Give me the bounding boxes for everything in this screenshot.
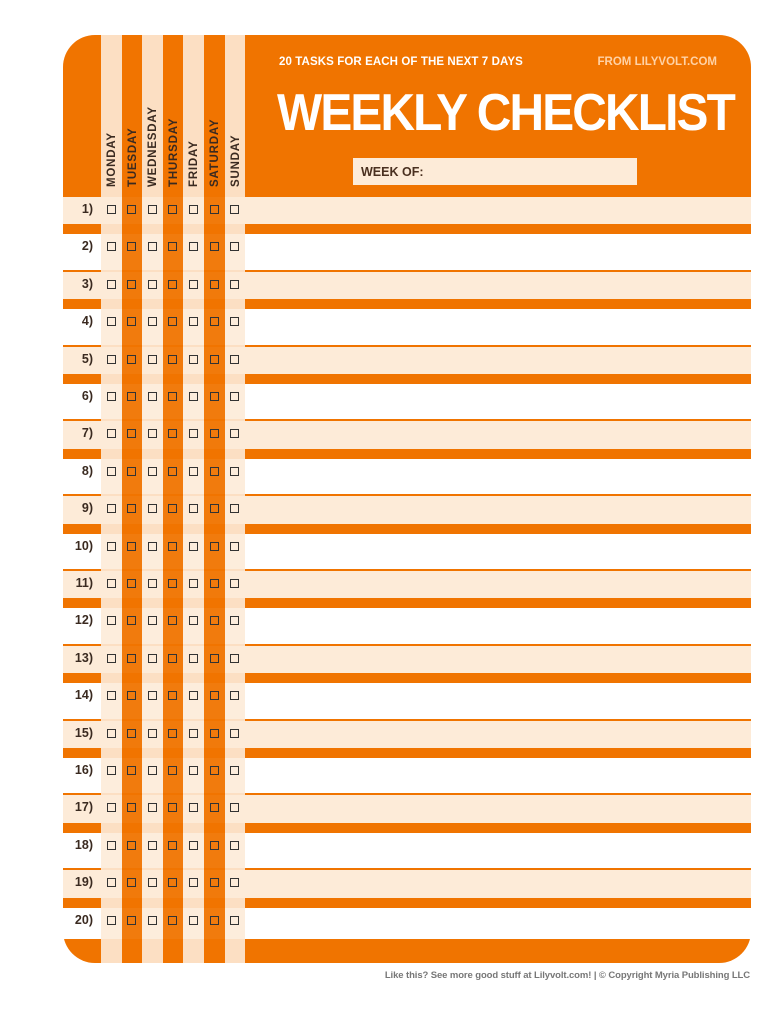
checkbox-saturday[interactable] xyxy=(210,803,219,812)
day-label-text: WEDNESDAY xyxy=(147,106,160,187)
task-text-field[interactable] xyxy=(245,683,751,709)
task-text-field[interactable] xyxy=(245,384,751,410)
checkbox-friday[interactable] xyxy=(189,616,198,625)
row-number: 1) xyxy=(81,202,93,216)
task-row xyxy=(63,272,751,298)
task-text-field[interactable] xyxy=(245,309,751,335)
checkbox-monday[interactable] xyxy=(107,542,116,551)
checkbox-monday[interactable] xyxy=(107,429,116,438)
checkbox-tuesday[interactable] xyxy=(127,878,136,887)
checkbox-tuesday[interactable] xyxy=(127,729,136,738)
checkbox-wednesday[interactable] xyxy=(148,803,157,812)
row-number: 15) xyxy=(74,725,93,740)
checkbox-saturday[interactable] xyxy=(210,355,219,364)
task-text-field[interactable] xyxy=(245,496,751,522)
checkbox-monday[interactable] xyxy=(107,729,116,738)
checkbox-friday[interactable] xyxy=(189,766,198,775)
checkbox-friday[interactable] xyxy=(189,280,198,289)
checkbox-wednesday[interactable] xyxy=(148,841,157,850)
checkbox-thursday[interactable] xyxy=(168,803,177,812)
checkbox-sunday[interactable] xyxy=(230,616,239,625)
task-text-field[interactable] xyxy=(245,272,751,298)
checkbox-friday[interactable] xyxy=(189,803,198,812)
checkbox-tuesday[interactable] xyxy=(127,504,136,513)
checkbox-saturday[interactable] xyxy=(210,467,219,476)
checkbox-sunday[interactable] xyxy=(230,429,239,438)
checkbox-wednesday[interactable] xyxy=(148,916,157,925)
day-label-saturday xyxy=(204,65,224,187)
task-text-field[interactable] xyxy=(245,459,751,485)
page-title: WEEKLY CHECKLIST xyxy=(277,84,734,142)
task-text-field[interactable] xyxy=(245,347,751,373)
day-label-text: THURSDAY xyxy=(167,117,180,187)
day-label-text: SATURDAY xyxy=(209,118,221,187)
checkbox-tuesday[interactable] xyxy=(127,616,136,625)
task-text-field[interactable] xyxy=(245,421,751,447)
checkbox-friday[interactable] xyxy=(189,878,198,887)
checkbox-friday[interactable] xyxy=(189,729,198,738)
checkbox-thursday[interactable] xyxy=(168,654,177,663)
task-text-field[interactable] xyxy=(245,870,751,896)
row-number: 10) xyxy=(74,538,93,553)
row-number: 17) xyxy=(74,800,93,815)
checkbox-thursday[interactable] xyxy=(168,205,177,214)
checkbox-thursday[interactable] xyxy=(168,691,177,700)
checkbox-thursday[interactable] xyxy=(168,317,177,326)
checkbox-monday[interactable] xyxy=(107,280,116,289)
checkbox-thursday[interactable] xyxy=(168,242,177,251)
row-number: 12) xyxy=(74,613,93,628)
checkbox-tuesday[interactable] xyxy=(127,467,136,476)
checkbox-tuesday[interactable] xyxy=(127,841,136,850)
checkbox-tuesday[interactable] xyxy=(127,542,136,551)
checkbox-friday[interactable] xyxy=(189,691,198,700)
task-row xyxy=(63,384,751,410)
checkbox-friday[interactable] xyxy=(189,242,198,251)
checkbox-saturday[interactable] xyxy=(210,766,219,775)
footer-credit: Like this? See more good stuff at Lilyvolt.com! | © Copyright Myria Publishing LLC xyxy=(384,970,750,981)
checkbox-sunday[interactable] xyxy=(230,392,239,401)
task-row xyxy=(63,795,751,821)
checkbox-saturday[interactable] xyxy=(210,317,219,326)
row-number: 8) xyxy=(81,463,93,478)
task-row xyxy=(63,197,751,223)
task-row xyxy=(63,347,751,373)
checkbox-thursday[interactable] xyxy=(168,467,177,476)
checkbox-monday[interactable] xyxy=(107,205,116,214)
checkbox-tuesday[interactable] xyxy=(127,429,136,438)
task-row xyxy=(63,459,751,485)
checkbox-monday[interactable] xyxy=(107,579,116,588)
day-label-text: SUNDAY xyxy=(229,134,242,187)
checkbox-saturday[interactable] xyxy=(210,878,219,887)
checkbox-sunday[interactable] xyxy=(230,841,239,850)
checkbox-sunday[interactable] xyxy=(230,766,239,775)
task-row xyxy=(63,758,751,784)
checkbox-tuesday[interactable] xyxy=(127,654,136,663)
row-number: 20) xyxy=(74,912,93,927)
checkbox-tuesday[interactable] xyxy=(127,392,136,401)
checkbox-thursday[interactable] xyxy=(168,280,177,289)
checkbox-monday[interactable] xyxy=(107,766,116,775)
checkbox-monday[interactable] xyxy=(107,841,116,850)
checkbox-sunday[interactable] xyxy=(230,878,239,887)
checkbox-sunday[interactable] xyxy=(230,729,239,738)
row-number: 18) xyxy=(74,837,93,852)
day-label-monday xyxy=(101,65,121,187)
checkbox-saturday[interactable] xyxy=(210,504,219,513)
task-row xyxy=(63,833,751,859)
task-row xyxy=(63,683,751,709)
checkbox-monday[interactable] xyxy=(107,803,116,812)
task-row xyxy=(63,309,751,335)
row-number: 6) xyxy=(81,389,93,403)
checkbox-saturday[interactable] xyxy=(210,579,219,588)
checkbox-friday[interactable] xyxy=(189,467,198,476)
checkbox-saturday[interactable] xyxy=(210,392,219,401)
checkbox-monday[interactable] xyxy=(107,654,116,663)
checkbox-saturday[interactable] xyxy=(210,542,219,551)
checkbox-wednesday[interactable] xyxy=(148,542,157,551)
checkbox-wednesday[interactable] xyxy=(148,878,157,887)
checkbox-sunday[interactable] xyxy=(230,355,239,364)
checkbox-sunday[interactable] xyxy=(230,579,239,588)
checkbox-tuesday[interactable] xyxy=(127,916,136,925)
task-row xyxy=(63,646,751,672)
task-row xyxy=(63,721,751,747)
task-row xyxy=(63,234,751,260)
checkbox-sunday[interactable] xyxy=(230,542,239,551)
checkbox-sunday[interactable] xyxy=(230,317,239,326)
checkbox-wednesday[interactable] xyxy=(148,205,157,214)
checkbox-thursday[interactable] xyxy=(168,766,177,775)
checkbox-monday[interactable] xyxy=(107,355,116,364)
checkbox-friday[interactable] xyxy=(189,654,198,663)
checkbox-tuesday[interactable] xyxy=(127,579,136,588)
checkbox-sunday[interactable] xyxy=(230,280,239,289)
checkbox-thursday[interactable] xyxy=(168,729,177,738)
checkbox-thursday[interactable] xyxy=(168,916,177,925)
checkbox-monday[interactable] xyxy=(107,916,116,925)
checkbox-wednesday[interactable] xyxy=(148,654,157,663)
checkbox-monday[interactable] xyxy=(107,242,116,251)
checkbox-thursday[interactable] xyxy=(168,504,177,513)
checkbox-tuesday[interactable] xyxy=(127,242,136,251)
checkbox-wednesday[interactable] xyxy=(148,691,157,700)
checkbox-monday[interactable] xyxy=(107,317,116,326)
checkbox-sunday[interactable] xyxy=(230,504,239,513)
row-number: 13) xyxy=(74,650,93,665)
checkbox-saturday[interactable] xyxy=(210,729,219,738)
checkbox-tuesday[interactable] xyxy=(127,205,136,214)
checkbox-wednesday[interactable] xyxy=(148,766,157,775)
checkbox-friday[interactable] xyxy=(189,205,198,214)
checkbox-saturday[interactable] xyxy=(210,916,219,925)
checkbox-saturday[interactable] xyxy=(210,841,219,850)
checkbox-thursday[interactable] xyxy=(168,616,177,625)
row-number: 19) xyxy=(74,875,93,890)
row-number: 5) xyxy=(81,351,93,366)
checkbox-monday[interactable] xyxy=(107,878,116,887)
row-number: 3) xyxy=(81,276,93,291)
checkbox-friday[interactable] xyxy=(189,579,198,588)
row-number: 14) xyxy=(74,688,93,703)
checkbox-tuesday[interactable] xyxy=(127,803,136,812)
checkbox-monday[interactable] xyxy=(107,691,116,700)
day-label-sunday xyxy=(225,65,245,187)
checkbox-friday[interactable] xyxy=(189,916,198,925)
day-label-text: TUESDAY xyxy=(126,127,139,187)
row-number: 7) xyxy=(81,426,93,441)
task-text-field[interactable] xyxy=(245,534,751,560)
checkbox-saturday[interactable] xyxy=(210,242,219,251)
checkbox-tuesday[interactable] xyxy=(127,691,136,700)
checkbox-friday[interactable] xyxy=(189,841,198,850)
checkbox-friday[interactable] xyxy=(189,429,198,438)
checkbox-tuesday[interactable] xyxy=(127,317,136,326)
checkbox-sunday[interactable] xyxy=(230,691,239,700)
checkbox-friday[interactable] xyxy=(189,542,198,551)
source-label: FROM LILYVOLT.COM xyxy=(597,56,717,68)
day-label-friday xyxy=(183,65,203,187)
row-number: 4) xyxy=(81,314,93,329)
task-row xyxy=(63,534,751,560)
task-text-field[interactable] xyxy=(245,795,751,821)
day-label-text: FRIDAY xyxy=(188,140,201,187)
checkbox-wednesday[interactable] xyxy=(148,467,157,476)
row-number: 2) xyxy=(81,239,93,254)
checkbox-monday[interactable] xyxy=(107,392,116,401)
checklist-sheet xyxy=(63,35,751,963)
checkbox-wednesday[interactable] xyxy=(148,504,157,513)
task-text-field[interactable] xyxy=(245,234,751,260)
checkbox-saturday[interactable] xyxy=(210,691,219,700)
checkbox-thursday[interactable] xyxy=(168,392,177,401)
task-text-field[interactable] xyxy=(245,758,751,784)
checkbox-saturday[interactable] xyxy=(210,429,219,438)
checkbox-sunday[interactable] xyxy=(230,916,239,925)
task-row xyxy=(63,421,751,447)
checkbox-thursday[interactable] xyxy=(168,579,177,588)
task-text-field[interactable] xyxy=(245,608,751,634)
task-text-field[interactable] xyxy=(245,197,751,223)
day-label-wednesday xyxy=(142,65,162,187)
task-text-field[interactable] xyxy=(245,908,751,934)
checkbox-sunday[interactable] xyxy=(230,205,239,214)
checkbox-friday[interactable] xyxy=(189,392,198,401)
checkbox-friday[interactable] xyxy=(189,504,198,513)
day-label-tuesday xyxy=(122,65,142,187)
checkbox-tuesday[interactable] xyxy=(127,355,136,364)
task-row xyxy=(63,571,751,597)
checkbox-saturday[interactable] xyxy=(210,616,219,625)
checkbox-monday[interactable] xyxy=(107,504,116,513)
tagline: 20 TASKS FOR EACH OF THE NEXT 7 DAYS xyxy=(279,56,523,68)
checkbox-wednesday[interactable] xyxy=(148,355,157,364)
row-number: 16) xyxy=(74,763,93,777)
checkbox-thursday[interactable] xyxy=(168,878,177,887)
week-of-field[interactable] xyxy=(353,158,637,185)
task-row xyxy=(63,908,751,934)
checkbox-saturday[interactable] xyxy=(210,280,219,289)
row-number: 11) xyxy=(75,576,93,590)
checkbox-saturday[interactable] xyxy=(210,205,219,214)
checkbox-wednesday[interactable] xyxy=(148,242,157,251)
checkbox-sunday[interactable] xyxy=(230,467,239,476)
checkbox-tuesday[interactable] xyxy=(127,766,136,775)
task-text-field[interactable] xyxy=(245,721,751,747)
checkbox-sunday[interactable] xyxy=(230,242,239,251)
checkbox-wednesday[interactable] xyxy=(148,317,157,326)
day-label-text: MONDAY xyxy=(106,132,118,187)
task-row xyxy=(63,870,751,896)
checkbox-wednesday[interactable] xyxy=(148,729,157,738)
checkbox-sunday[interactable] xyxy=(230,654,239,663)
checkbox-wednesday[interactable] xyxy=(148,392,157,401)
checkbox-monday[interactable] xyxy=(107,616,116,625)
day-label-thursday xyxy=(163,65,183,187)
checkbox-wednesday[interactable] xyxy=(148,616,157,625)
checkbox-wednesday[interactable] xyxy=(148,280,157,289)
task-row xyxy=(63,608,751,634)
checkbox-saturday[interactable] xyxy=(210,654,219,663)
task-text-field[interactable] xyxy=(245,833,751,859)
checkbox-wednesday[interactable] xyxy=(148,579,157,588)
checkbox-friday[interactable] xyxy=(189,355,198,364)
checkbox-thursday[interactable] xyxy=(168,841,177,850)
checkbox-tuesday[interactable] xyxy=(127,280,136,289)
checkbox-thursday[interactable] xyxy=(168,542,177,551)
week-of-label: WEEK OF: xyxy=(361,165,424,179)
task-text-field[interactable] xyxy=(245,646,751,672)
task-text-field[interactable] xyxy=(245,571,751,597)
row-number: 9) xyxy=(81,501,93,516)
checkbox-thursday[interactable] xyxy=(168,355,177,364)
task-row xyxy=(63,496,751,522)
checkbox-friday[interactable] xyxy=(189,317,198,326)
checkbox-wednesday[interactable] xyxy=(148,429,157,438)
checkbox-thursday[interactable] xyxy=(168,429,177,438)
checkbox-sunday[interactable] xyxy=(230,803,239,812)
checkbox-monday[interactable] xyxy=(107,467,116,476)
